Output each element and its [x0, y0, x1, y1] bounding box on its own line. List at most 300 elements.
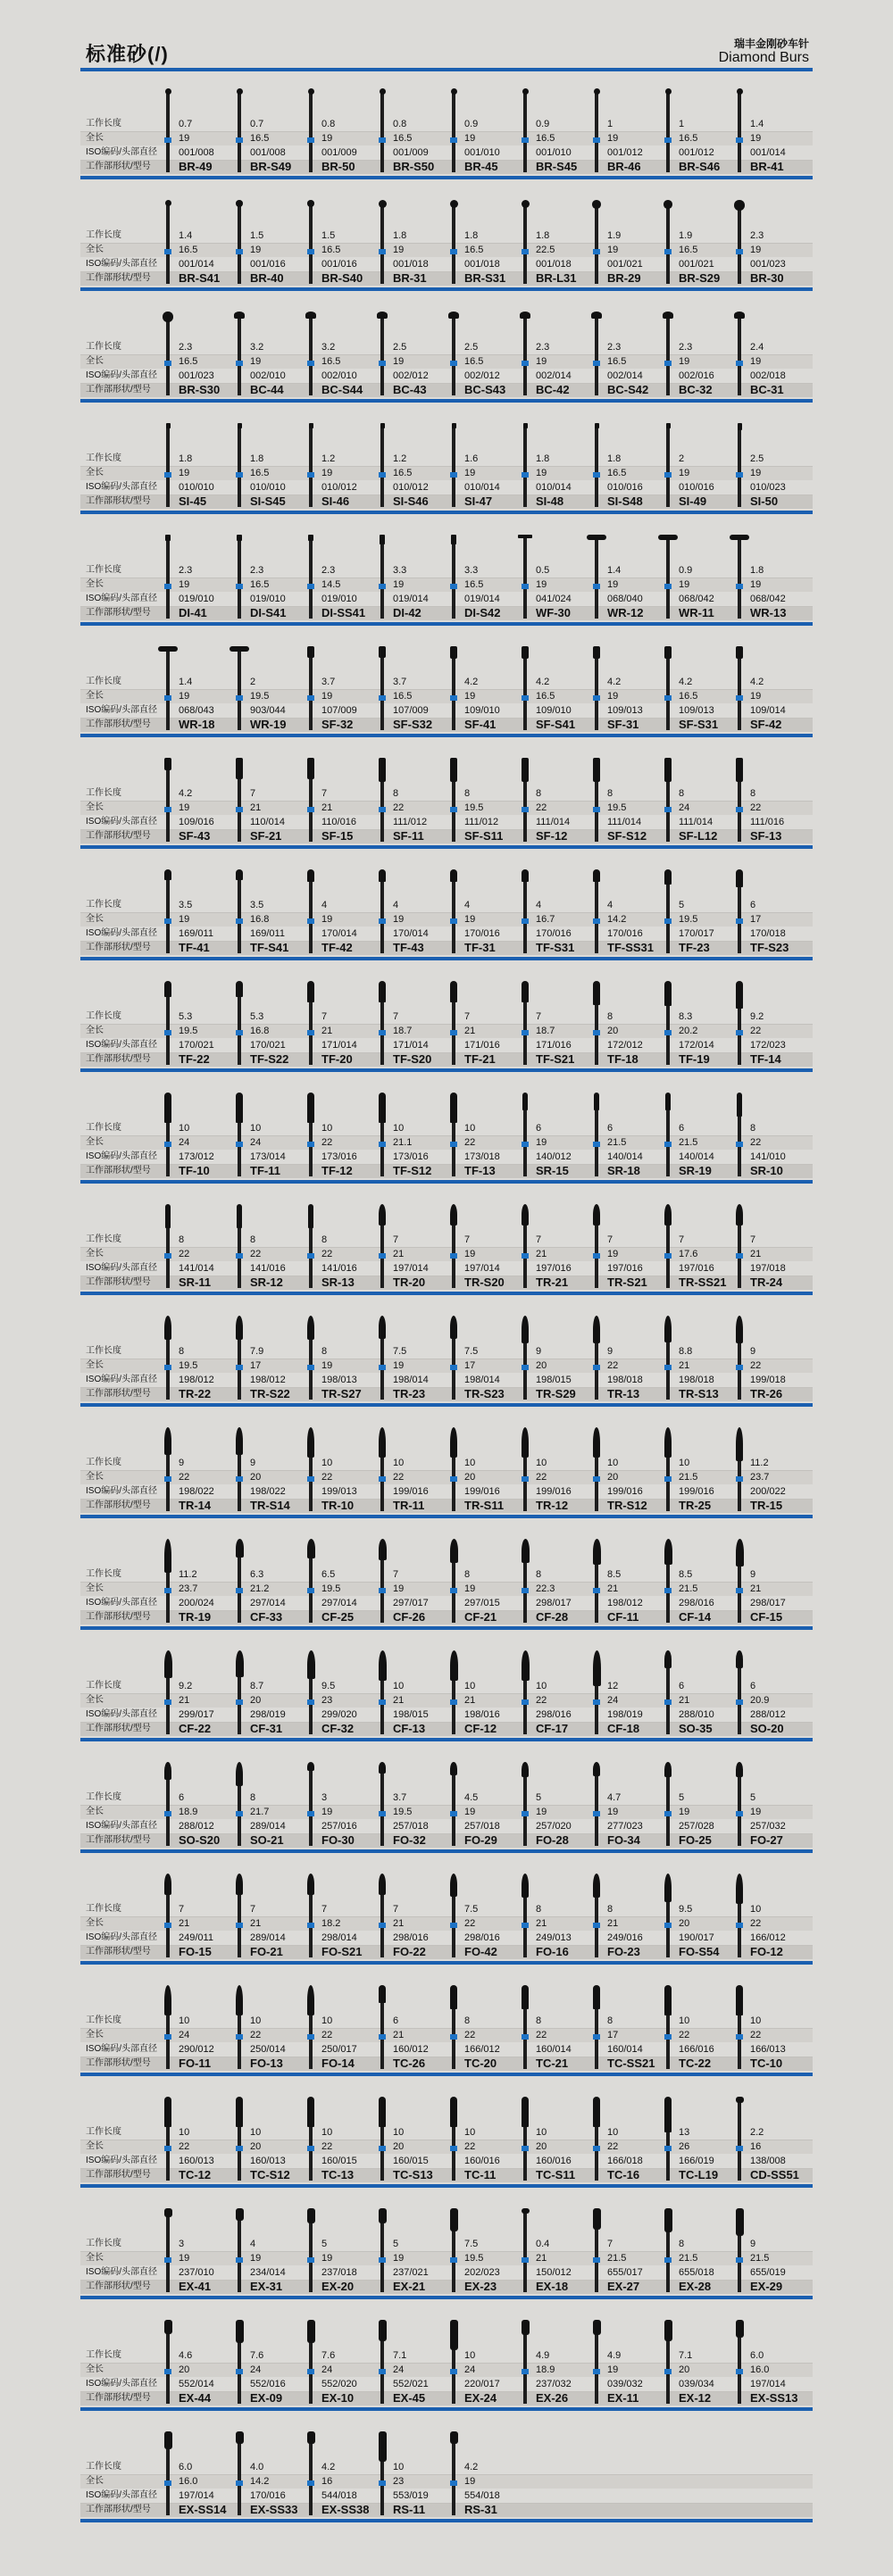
- bur-head: [379, 646, 386, 658]
- iso-code: 655/017: [607, 2267, 643, 2278]
- model-code: CF-12: [464, 1722, 497, 1735]
- iso-code: 173/016: [321, 1151, 357, 1162]
- total-length: 19: [536, 1137, 547, 1148]
- iso-code: 039/034: [679, 2379, 714, 2389]
- bur-ring: [522, 1365, 529, 1370]
- working-length: 3: [179, 2239, 185, 2249]
- bur-ring: [164, 1253, 171, 1259]
- bur-ring: [736, 1253, 743, 1259]
- total-length: 22: [250, 2030, 262, 2040]
- working-length: 9.2: [179, 1681, 193, 1691]
- row-label: 工作长度: [86, 565, 121, 575]
- working-length: 4: [464, 900, 471, 910]
- model-code: CF-31: [250, 1722, 283, 1735]
- row-label: 全长: [86, 1026, 104, 1035]
- working-length: 6.5: [321, 1569, 336, 1580]
- bur-ring: [307, 472, 314, 478]
- bur-illustration: [591, 646, 602, 730]
- bur-shank: [238, 318, 241, 395]
- iso-code: 001/023: [179, 370, 214, 381]
- bur-ring: [236, 2257, 243, 2263]
- bur-illustration: [520, 312, 530, 395]
- bur-item[interactable]: [748, 2205, 820, 2307]
- model-code: SF-11: [393, 829, 424, 843]
- working-length: 10: [536, 2127, 547, 2138]
- model-code: FO-22: [393, 1945, 426, 1958]
- iso-code: 141/016: [250, 1263, 286, 1274]
- bur-head: [736, 981, 743, 1009]
- iso-code: 170/021: [250, 1040, 286, 1051]
- bur-ring: [450, 2146, 457, 2151]
- bur-head: [593, 2208, 601, 2230]
- bur-ring: [522, 1253, 529, 1259]
- model-code: TR-25: [679, 1499, 712, 1512]
- bur-ring: [307, 249, 314, 254]
- total-length: 21: [679, 1695, 690, 1706]
- bur-illustration: [234, 2208, 245, 2292]
- bur-head: [450, 200, 458, 208]
- working-length: 5.3: [250, 1011, 264, 1022]
- bur-ring: [522, 361, 529, 366]
- iso-code: 170/016: [607, 928, 643, 939]
- iso-code: 160/014: [607, 2044, 643, 2055]
- row-label: 工作部形状/型号: [86, 2058, 151, 2068]
- working-length: 1.9: [607, 230, 622, 241]
- bur-illustration: [163, 1874, 173, 1957]
- bur-head: [593, 869, 600, 882]
- working-length: 10: [536, 1681, 547, 1691]
- bur-ring: [164, 2480, 171, 2486]
- working-length: 7: [607, 1234, 613, 1245]
- total-length: 20: [393, 2141, 405, 2152]
- working-length: 5.3: [179, 1011, 193, 1022]
- bur-head: [664, 2097, 672, 2132]
- total-length: 16.8: [250, 1026, 270, 1036]
- total-length: 22: [750, 2030, 762, 2040]
- bur-head: [308, 1204, 313, 1228]
- bur-item[interactable]: [748, 1089, 820, 1192]
- total-length: 14.2: [607, 914, 627, 925]
- model-code: BC-S42: [607, 383, 649, 396]
- total-length: 19: [321, 1360, 333, 1371]
- model-code: CF-13: [393, 1722, 426, 1735]
- bur-ring: [379, 2369, 386, 2374]
- working-length: 3.7: [321, 677, 336, 687]
- working-length: 4.2: [179, 788, 193, 799]
- bur-item[interactable]: [463, 2428, 534, 2530]
- working-length: 7: [321, 1011, 328, 1022]
- iso-code: 002/014: [536, 370, 572, 381]
- model-code: BR-46: [607, 160, 641, 173]
- total-length: 21: [536, 1918, 547, 1929]
- iso-code: 001/018: [464, 259, 500, 270]
- iso-code: 001/021: [679, 259, 714, 270]
- model-code: TC-21: [536, 2057, 569, 2070]
- working-length: 9: [179, 1458, 185, 1468]
- model-code: FO-16: [536, 1945, 569, 1958]
- working-length: 8: [536, 788, 542, 799]
- bur-shank: [166, 2126, 170, 2181]
- working-length: 7: [393, 1011, 399, 1022]
- bur-illustration: [591, 1762, 602, 1846]
- total-length: 16.5: [536, 691, 555, 702]
- working-length: 5: [393, 2239, 399, 2249]
- bur-illustration: [591, 1093, 602, 1176]
- total-length: 19: [536, 468, 547, 478]
- model-code: CF-11: [607, 1610, 639, 1624]
- bur-item[interactable]: [748, 1982, 820, 2084]
- working-length: 7.1: [679, 2350, 693, 2361]
- working-length: 9: [250, 1458, 256, 1468]
- iso-code: 288/012: [750, 1709, 786, 1720]
- bur-ring: [593, 249, 600, 254]
- bur-item[interactable]: [748, 420, 820, 522]
- total-length: 19: [321, 1807, 333, 1817]
- bur-illustration: [663, 1874, 673, 1957]
- bur-head: [307, 1093, 314, 1123]
- working-length: 0.9: [679, 565, 693, 576]
- bur-illustration: [234, 1985, 245, 2069]
- bur-item[interactable]: [748, 196, 820, 299]
- working-length: 7.9: [250, 1346, 264, 1357]
- bur-illustration: [663, 1204, 673, 1288]
- row-label: 全长: [86, 1360, 104, 1370]
- bur-shank: [238, 2126, 241, 2181]
- bur-illustration: [448, 1762, 459, 1846]
- bur-illustration: [305, 1539, 316, 1623]
- bur-ring: [164, 2146, 171, 2151]
- total-length: 18.2: [321, 1918, 341, 1929]
- total-length: 19: [393, 1360, 405, 1371]
- bur-ring: [522, 1030, 529, 1035]
- bur-illustration: [305, 1762, 316, 1846]
- iso-code: 170/016: [536, 928, 572, 939]
- working-length: 1.6: [464, 453, 479, 464]
- working-length: 10: [536, 1458, 547, 1468]
- iso-code: 166/012: [750, 1932, 786, 1943]
- working-length: 4.2: [679, 677, 693, 687]
- working-length: 2.3: [750, 230, 764, 241]
- bur-ring: [379, 249, 386, 254]
- bur-ring: [307, 2034, 314, 2040]
- bur-ring: [593, 1923, 600, 1928]
- bur-illustration: [305, 646, 316, 730]
- bur-item[interactable]: [748, 754, 820, 857]
- bur-illustration: [163, 535, 173, 619]
- total-length: 16.7: [536, 914, 555, 925]
- bur-shank: [666, 658, 670, 730]
- working-length: 6: [179, 1792, 185, 1803]
- bur-head: [593, 1316, 600, 1343]
- model-code: EX-45: [393, 2391, 426, 2405]
- bur-shank: [595, 1457, 598, 1511]
- bur-ring: [379, 2034, 386, 2040]
- total-length: 19: [250, 2253, 262, 2264]
- working-length: 1.4: [179, 230, 193, 241]
- bur-head: [164, 2431, 172, 2449]
- model-code: TR-S27: [321, 1387, 362, 1400]
- working-length: 10: [393, 2462, 405, 2472]
- bur-item[interactable]: [748, 85, 820, 187]
- model-code: CF-26: [393, 1610, 426, 1624]
- bur-head: [450, 758, 457, 782]
- bur-ring: [379, 1588, 386, 1593]
- bur-ring: [379, 1030, 386, 1035]
- bur-illustration: [305, 535, 316, 619]
- row-label: 工作长度: [86, 677, 121, 686]
- bur-shank: [666, 1342, 670, 1400]
- bur-illustration: [520, 423, 530, 507]
- model-code: TR-21: [536, 1276, 569, 1289]
- total-length: 24: [250, 2364, 262, 2375]
- bur-shank: [166, 769, 170, 842]
- model-code: SR-10: [750, 1164, 783, 1177]
- bur-illustration: [377, 1539, 388, 1623]
- iso-code: 002/010: [321, 370, 357, 381]
- bur-head: [593, 758, 600, 782]
- bur-ring: [664, 584, 672, 589]
- bur-shank: [452, 881, 455, 953]
- bur-head: [737, 88, 743, 95]
- bur-item[interactable]: [748, 1424, 820, 1526]
- model-code: SO-35: [679, 1722, 713, 1735]
- model-code: TF-10: [179, 1164, 210, 1177]
- total-length: 22: [464, 2141, 476, 2152]
- bur-illustration: [663, 758, 673, 842]
- total-length: 21: [321, 1026, 333, 1036]
- model-code: RS-31: [464, 2503, 497, 2516]
- row-label: ISO编码/头部直径: [86, 705, 158, 715]
- row-label: 工作长度: [86, 1011, 121, 1021]
- row-label: 工作长度: [86, 1123, 121, 1133]
- total-length: 22: [536, 2030, 547, 2040]
- iso-code: 200/024: [179, 1598, 214, 1608]
- model-code: TF-S22: [250, 1052, 289, 1066]
- total-length: 16.5: [464, 579, 484, 590]
- bur-item[interactable]: [748, 531, 820, 634]
- bur-head: [380, 88, 386, 95]
- iso-code: 290/012: [179, 2044, 214, 2055]
- total-length: 17: [607, 2030, 619, 2040]
- iso-code: 170/017: [679, 928, 714, 939]
- bur-item[interactable]: [748, 2093, 820, 2196]
- bur-shank: [738, 429, 741, 507]
- iso-code: 002/014: [607, 370, 643, 381]
- bur-ring: [379, 1923, 386, 1928]
- model-code: SF-S12: [607, 829, 647, 843]
- total-length: 16: [321, 2476, 333, 2487]
- bur-head: [593, 1874, 600, 1898]
- working-length: 13: [679, 2127, 690, 2138]
- working-length: 10: [464, 1458, 476, 1468]
- total-length: 16.5: [679, 691, 698, 702]
- bur-head: [664, 2208, 672, 2232]
- model-code: TR-S20: [464, 1276, 505, 1289]
- model-code: FO-42: [464, 1945, 497, 1958]
- bur-ring: [307, 1365, 314, 1370]
- working-length: 4: [607, 900, 613, 910]
- bur-ring: [307, 584, 314, 589]
- working-length: 0.8: [321, 119, 336, 129]
- bur-ring: [664, 1142, 672, 1147]
- bur-shank: [166, 1677, 170, 1734]
- total-length: 21: [393, 1249, 405, 1259]
- iso-code: 190/017: [679, 1932, 714, 1943]
- bur-item[interactable]: [748, 1870, 820, 1973]
- total-length: 21: [750, 1249, 762, 1259]
- bur-block: [80, 1424, 813, 1526]
- working-length: 1.8: [536, 230, 550, 241]
- working-length: 1.8: [607, 453, 622, 464]
- bur-head: [664, 1427, 672, 1458]
- total-length: 17.6: [679, 1249, 698, 1259]
- model-code: SF-42: [750, 718, 782, 731]
- total-length: 19.5: [179, 1360, 198, 1371]
- bur-ring: [236, 2146, 243, 2151]
- bur-head: [450, 1539, 458, 1563]
- model-code: FO-25: [679, 1833, 712, 1847]
- model-code: TC-16: [607, 2168, 640, 2181]
- total-length: 22: [536, 1472, 547, 1483]
- bur-shank: [595, 428, 598, 507]
- total-length: 16.5: [250, 579, 270, 590]
- bur-block: [80, 866, 813, 968]
- bur-ring: [379, 361, 386, 366]
- working-length: 1.8: [393, 230, 407, 241]
- model-code: FO-13: [250, 2057, 283, 2070]
- model-code: BR-49: [179, 160, 213, 173]
- bur-item[interactable]: [748, 977, 820, 1080]
- working-length: 8: [179, 1234, 185, 1245]
- bur-head: [309, 423, 313, 428]
- working-length: 11.2: [750, 1458, 769, 1468]
- model-code: CF-22: [179, 1722, 212, 1735]
- bur-ring: [164, 1142, 171, 1147]
- bur-shank: [380, 2126, 384, 2181]
- working-length: 6: [536, 1123, 542, 1134]
- model-code: BR-S49: [250, 160, 292, 173]
- model-code: TR-24: [750, 1276, 783, 1289]
- iso-code: 198/014: [393, 1375, 429, 1385]
- bur-shank: [166, 94, 170, 172]
- bur-ring: [164, 137, 171, 143]
- model-code: TR-S23: [464, 1387, 505, 1400]
- working-length: 10: [321, 1123, 333, 1134]
- model-code: TC-20: [464, 2057, 497, 2070]
- bur-head: [164, 981, 171, 997]
- model-code: TR-19: [179, 1610, 212, 1624]
- working-length: 8: [179, 1346, 185, 1357]
- working-length: 10: [750, 1904, 762, 1915]
- bur-ring: [307, 1923, 314, 1928]
- total-length: 22: [321, 1472, 333, 1483]
- model-code: SF-13: [750, 829, 782, 843]
- bur-block: [80, 2205, 813, 2307]
- bur-ring: [236, 1811, 243, 1816]
- bur-illustration: [377, 2431, 388, 2515]
- working-length: 1.5: [321, 230, 336, 241]
- total-length: 20.9: [750, 1695, 770, 1706]
- bur-item[interactable]: [748, 308, 820, 411]
- bur-ring: [379, 137, 386, 143]
- iso-code: 257/018: [393, 1821, 429, 1832]
- bur-shank: [238, 1122, 241, 1176]
- working-length: 7: [250, 1904, 256, 1915]
- bur-shank: [595, 1685, 598, 1734]
- bur-head: [522, 1539, 530, 1563]
- total-length: 16.5: [536, 133, 555, 144]
- working-length: 8: [464, 788, 471, 799]
- iso-code: 197/016: [536, 1263, 572, 1274]
- model-code: BR-S41: [179, 271, 221, 285]
- total-length: 16.5: [679, 133, 698, 144]
- bur-item[interactable]: [748, 2316, 820, 2419]
- total-length: 21: [179, 1918, 190, 1929]
- bur-item[interactable]: [748, 1201, 820, 1303]
- bur-shank: [523, 2126, 527, 2181]
- model-code: CF-15: [750, 1610, 783, 1624]
- bur-ring: [379, 2257, 386, 2263]
- bur-item[interactable]: [748, 643, 820, 745]
- working-length: 8: [321, 1346, 328, 1357]
- total-length: 16.0: [179, 2476, 198, 2487]
- bur-ring: [164, 361, 171, 366]
- bur-ring: [307, 695, 314, 701]
- bur-shank: [666, 1457, 670, 1511]
- iso-code: 299/020: [321, 1709, 357, 1720]
- iso-code: 298/017: [750, 1598, 786, 1608]
- bur-head: [307, 1650, 315, 1679]
- bur-illustration: [591, 1427, 602, 1511]
- working-length: 10: [321, 1458, 333, 1468]
- working-length: 8: [679, 788, 685, 799]
- row-label: 工作长度: [86, 1346, 121, 1356]
- bur-ring: [307, 2257, 314, 2263]
- bur-head: [664, 1874, 672, 1902]
- bur-item[interactable]: [748, 1758, 820, 1861]
- model-code: FO-11: [179, 2057, 212, 2070]
- model-code: BR-S50: [393, 160, 435, 173]
- total-length: 19: [536, 579, 547, 590]
- bur-head: [379, 1316, 386, 1339]
- bur-block: [80, 754, 813, 857]
- model-code: SF-41: [464, 718, 497, 731]
- bur-item[interactable]: [748, 1647, 820, 1749]
- bur-shank: [666, 94, 670, 172]
- bur-illustration: [163, 1539, 173, 1623]
- bur-item[interactable]: [748, 1535, 820, 1638]
- bur-head: [379, 1985, 386, 2003]
- row-label: 全长: [86, 1583, 104, 1593]
- bur-item[interactable]: [748, 866, 820, 968]
- iso-code: 199/018: [750, 1375, 786, 1385]
- working-length: 8: [607, 2015, 613, 2026]
- bur-head: [736, 1316, 743, 1343]
- model-code: FO-12: [750, 1945, 783, 1958]
- bur-ring: [664, 361, 672, 366]
- iso-code: 903/044: [250, 705, 286, 716]
- bur-head: [158, 646, 178, 652]
- bur-ring: [736, 137, 743, 143]
- bur-illustration: [234, 758, 245, 842]
- total-length: 22: [393, 1472, 405, 1483]
- total-length: 22: [679, 2030, 690, 2040]
- bur-item[interactable]: [748, 1312, 820, 1415]
- iso-code: 001/012: [679, 147, 714, 158]
- model-code: WR-19: [250, 718, 287, 731]
- bur-illustration: [377, 2097, 388, 2181]
- bur-head: [593, 1650, 601, 1686]
